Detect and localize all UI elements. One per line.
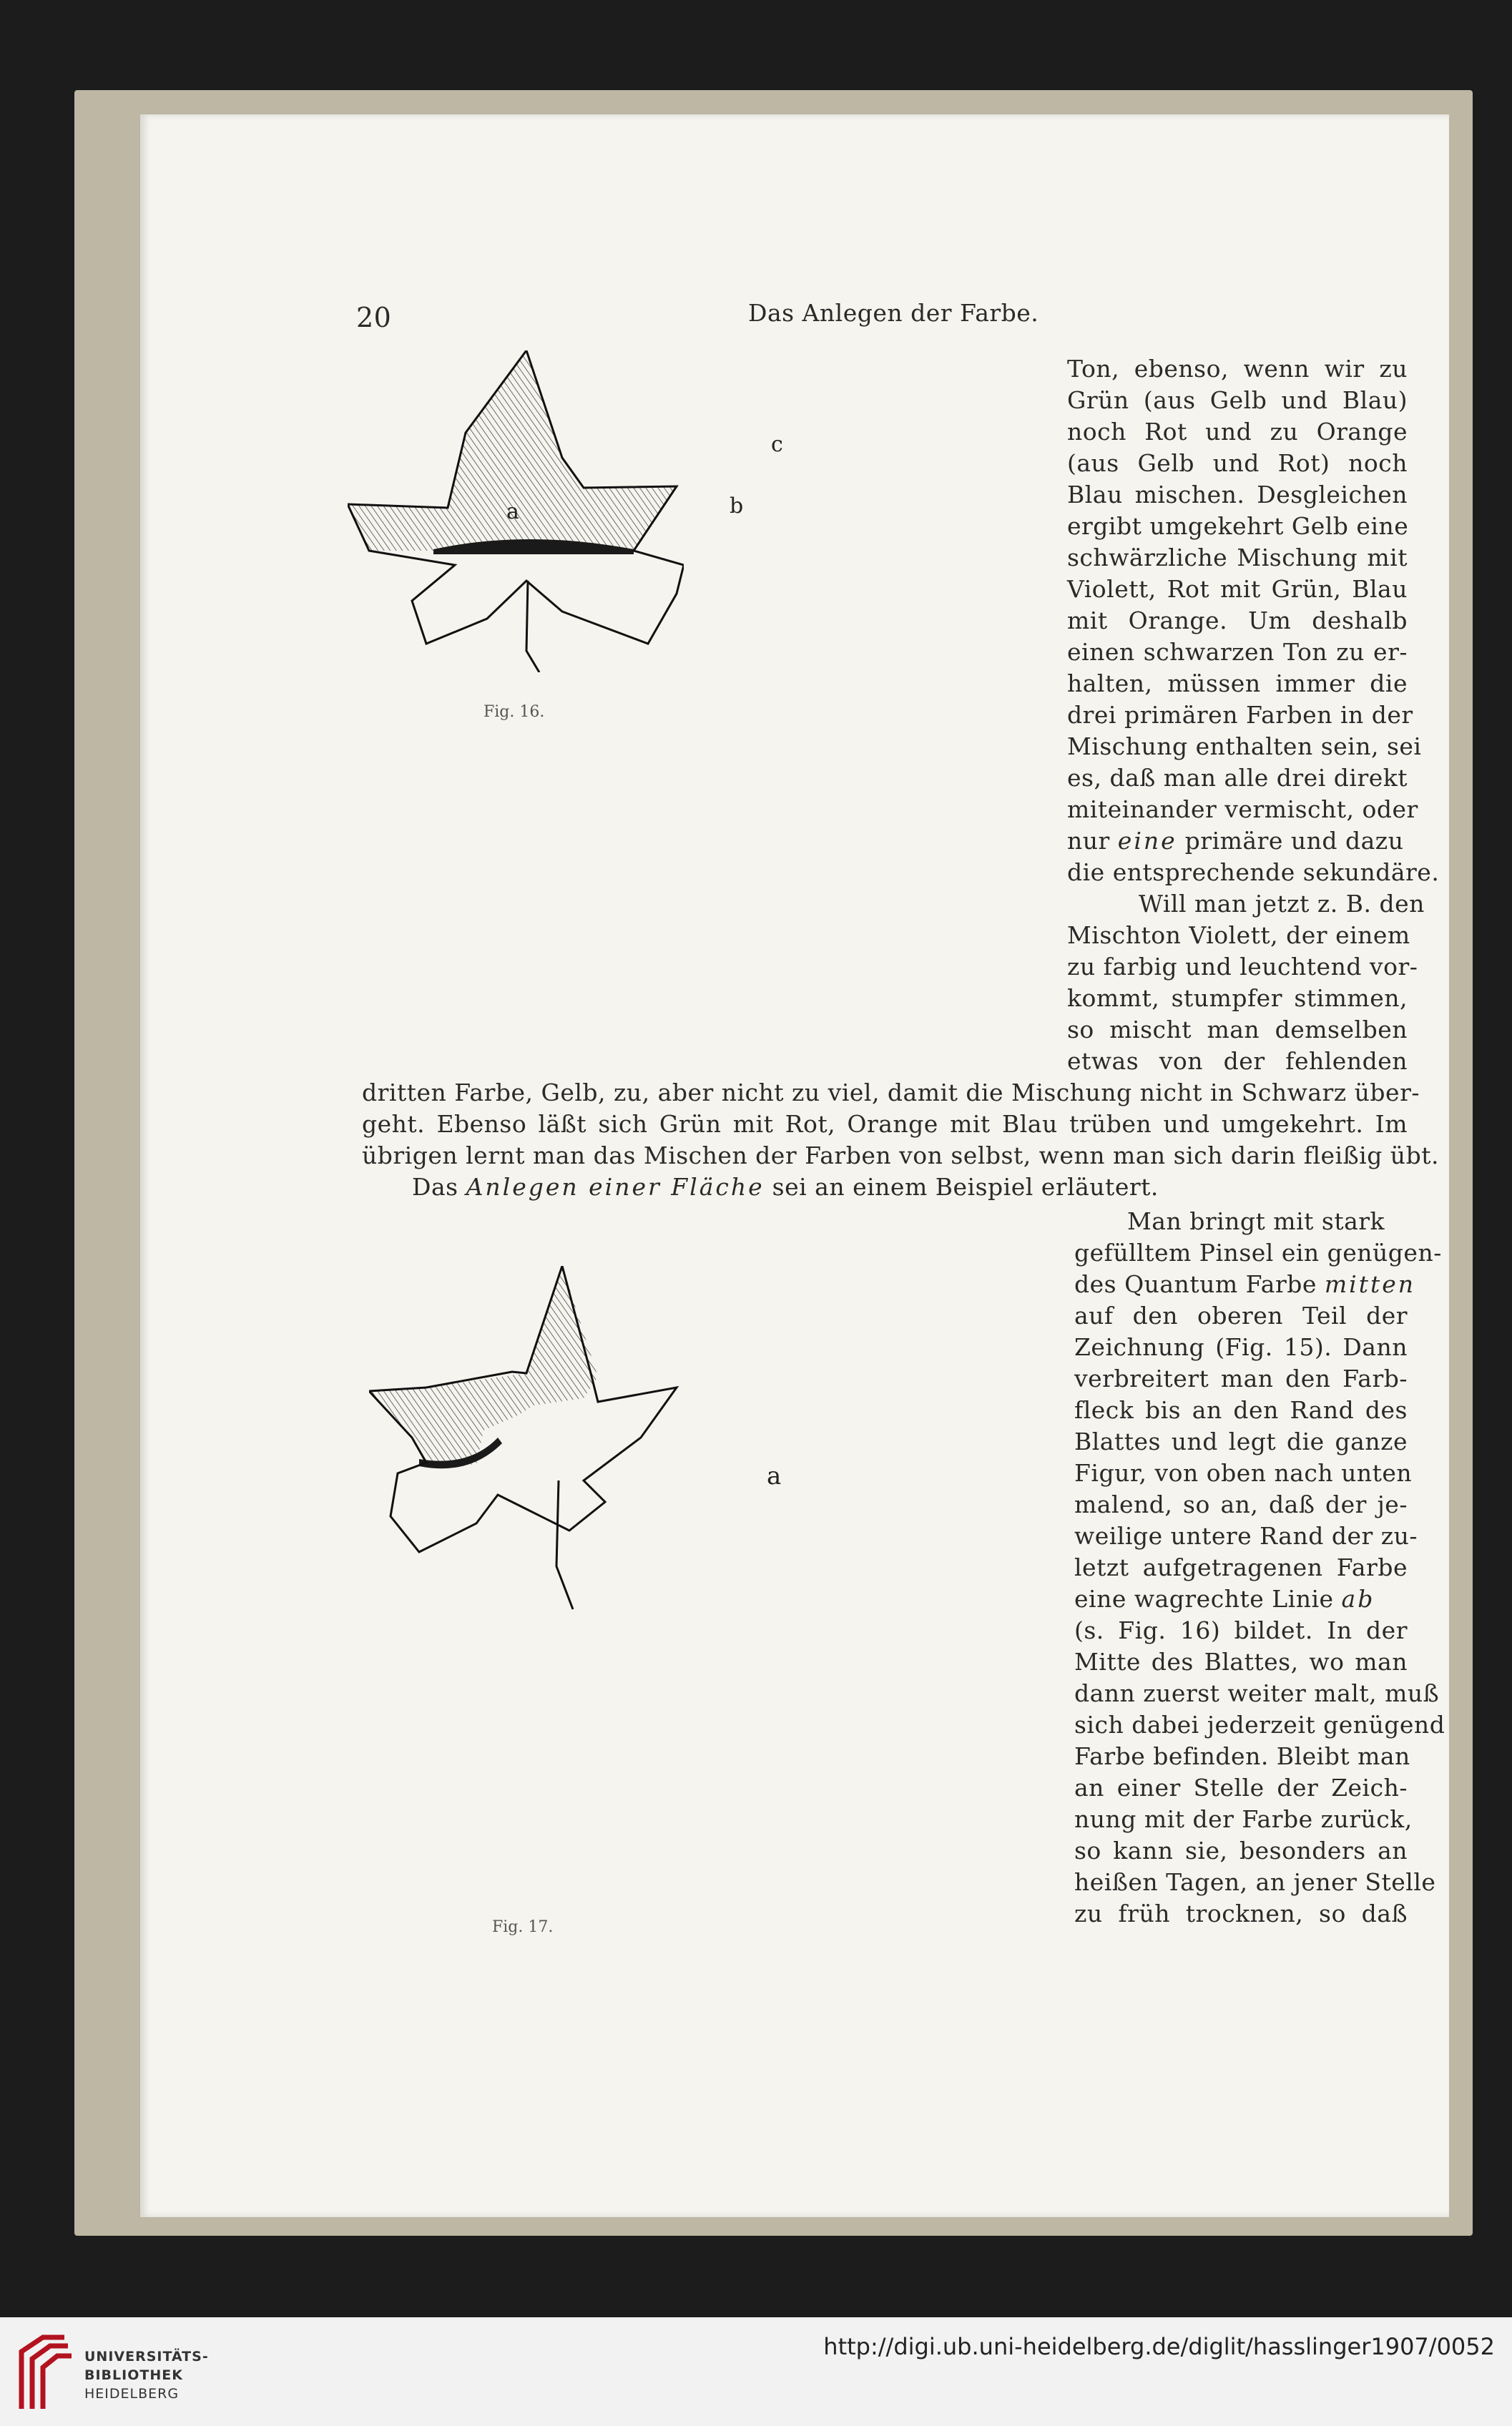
text-line: weilige untere Rand der zu-: [1074, 1522, 1418, 1550]
text-line: Zeichnung (Fig. 15). Dann: [1074, 1333, 1408, 1361]
text-line-full: übrigen lernt man das Mischen der Farben von selbst, wenn man sich darin fleißig übt.: [362, 1141, 1439, 1169]
text-line: schwärzliche Mischung mit: [1067, 544, 1408, 571]
text-line: Farbe befinden. Bleibt man: [1074, 1742, 1410, 1770]
text-line: so kann sie, besonders an: [1074, 1837, 1408, 1865]
text-line: kommt, stumpfer stimmen,: [1067, 984, 1408, 1012]
word: Das: [412, 1173, 458, 1201]
fig16-caption: Fig. 16.: [483, 703, 545, 721]
word: eine wagrechte Linie: [1074, 1585, 1334, 1613]
text-line: fleck bis an den Rand des: [1074, 1396, 1408, 1424]
emphasized-word: mitten: [1324, 1270, 1416, 1298]
text-line: (aus Gelb und Rot) noch: [1067, 449, 1408, 477]
fig16-label-c: c: [771, 432, 783, 457]
text-line: Mischung enthalten sein, sei: [1067, 732, 1422, 760]
word: nur: [1067, 827, 1110, 855]
text-line: so mischt man demselben: [1067, 1016, 1408, 1043]
text-line: heißen Tagen, an jener Stelle: [1074, 1868, 1436, 1896]
text-line: dann zuerst weiter malt, muß: [1074, 1679, 1440, 1707]
text-line: Ton, ebenso, wenn wir zu: [1067, 355, 1408, 383]
text-line: malend, so an, daß der je-: [1074, 1491, 1408, 1518]
text-line: noch Rot und zu Orange: [1067, 418, 1408, 446]
text-line-full: dritten Farbe, Gelb, zu, aber nicht zu viel, damit die Mischung nicht in Schwarz über-: [362, 1079, 1420, 1106]
fig17-caption: Fig. 17.: [492, 1918, 554, 1936]
text-line: Blattes und legt die ganze: [1074, 1428, 1408, 1455]
fig16-label-a: a: [506, 499, 519, 524]
text-line: die entsprechende sekundäre.: [1067, 858, 1440, 886]
text-line: drei primären Farben in der: [1067, 701, 1413, 729]
text-line: miteinander vermischt, oder: [1067, 795, 1418, 823]
text-line: Mischton Violett, der einem: [1067, 921, 1410, 949]
fig16-label-b: b: [730, 493, 744, 519]
text-line: Violett, Rot mit Grün, Blau: [1067, 575, 1408, 603]
text-line-full: [412, 1173, 1159, 1201]
page-number: 20: [356, 302, 392, 333]
library-name-line1: UNIVERSITÄTS-: [84, 2349, 209, 2364]
text-line: auf den oberen Teil der: [1074, 1302, 1408, 1330]
text-line: Grün (aus Gelb und Blau): [1067, 386, 1408, 414]
library-name-line2: BIBLIOTHEK: [84, 2367, 183, 2383]
book-page: [140, 114, 1449, 2217]
text-line: [1074, 1585, 1375, 1613]
emphasized-word: ab: [1341, 1585, 1375, 1613]
word: sei an einem Beispiel erläutert.: [772, 1173, 1159, 1201]
text-line: halten, müssen immer die: [1067, 669, 1408, 697]
text-line: es, daß man alle drei direkt: [1067, 764, 1408, 792]
text-line: [1067, 827, 1403, 855]
text-line: [1074, 1270, 1415, 1298]
text-line: einen schwarzen Ton zu er-: [1067, 638, 1408, 666]
text-line: verbreitert man den Farb-: [1074, 1365, 1408, 1393]
text-line: ergibt umgekehrt Gelb eine: [1067, 512, 1409, 540]
text-line: nung mit der Farbe zurück,: [1074, 1805, 1413, 1833]
text-line: an einer Stelle der Zeich-: [1074, 1774, 1408, 1802]
text-line: Figur, von oben nach unten: [1074, 1459, 1413, 1487]
fig17-label-a: a: [767, 1462, 782, 1491]
text-line: gefülltem Pinsel ein genügen-: [1074, 1239, 1442, 1267]
text-line: Mitte des Blattes, wo man: [1074, 1648, 1408, 1676]
text-line: sich dabei jederzeit genügend: [1074, 1711, 1445, 1739]
text-line: (s. Fig. 16) bildet. In der: [1074, 1616, 1408, 1644]
university-library-logo-icon: [14, 2330, 79, 2416]
text-line: mit Orange. Um deshalb: [1067, 606, 1408, 634]
text-line: letzt aufgetragenen Farbe: [1074, 1553, 1408, 1581]
text-line: zu farbig und leuchtend vor-: [1067, 953, 1418, 981]
running-title: Das Anlegen der Farbe.: [748, 299, 1039, 327]
text-line: Man bringt mit stark: [1127, 1207, 1385, 1235]
word: primäre und dazu: [1184, 827, 1404, 855]
figure-17-leaf: [369, 1266, 705, 1624]
emphasized-phrase: Anlegen einer Fläche: [466, 1173, 765, 1201]
text-line: Will man jetzt z. B. den: [1139, 890, 1425, 918]
text-line: etwas von der fehlenden: [1067, 1047, 1408, 1075]
text-line: zu früh trocknen, so daß: [1074, 1900, 1408, 1927]
word: des Quantum Farbe: [1074, 1270, 1317, 1298]
text-line: Blau mischen. Desgleichen: [1067, 481, 1408, 509]
text-line-full: geht. Ebenso läßt sich Grün mit Rot, Orange mit Blau trüben und umgekehrt. Im: [362, 1110, 1408, 1138]
emphasized-word: eine: [1117, 827, 1177, 855]
library-name-line3: HEIDELBERG: [84, 2386, 180, 2402]
source-url-link[interactable]: http://digi.ub.uni-heidelberg.de/diglit/hasslinger1907/0052: [823, 2333, 1495, 2360]
